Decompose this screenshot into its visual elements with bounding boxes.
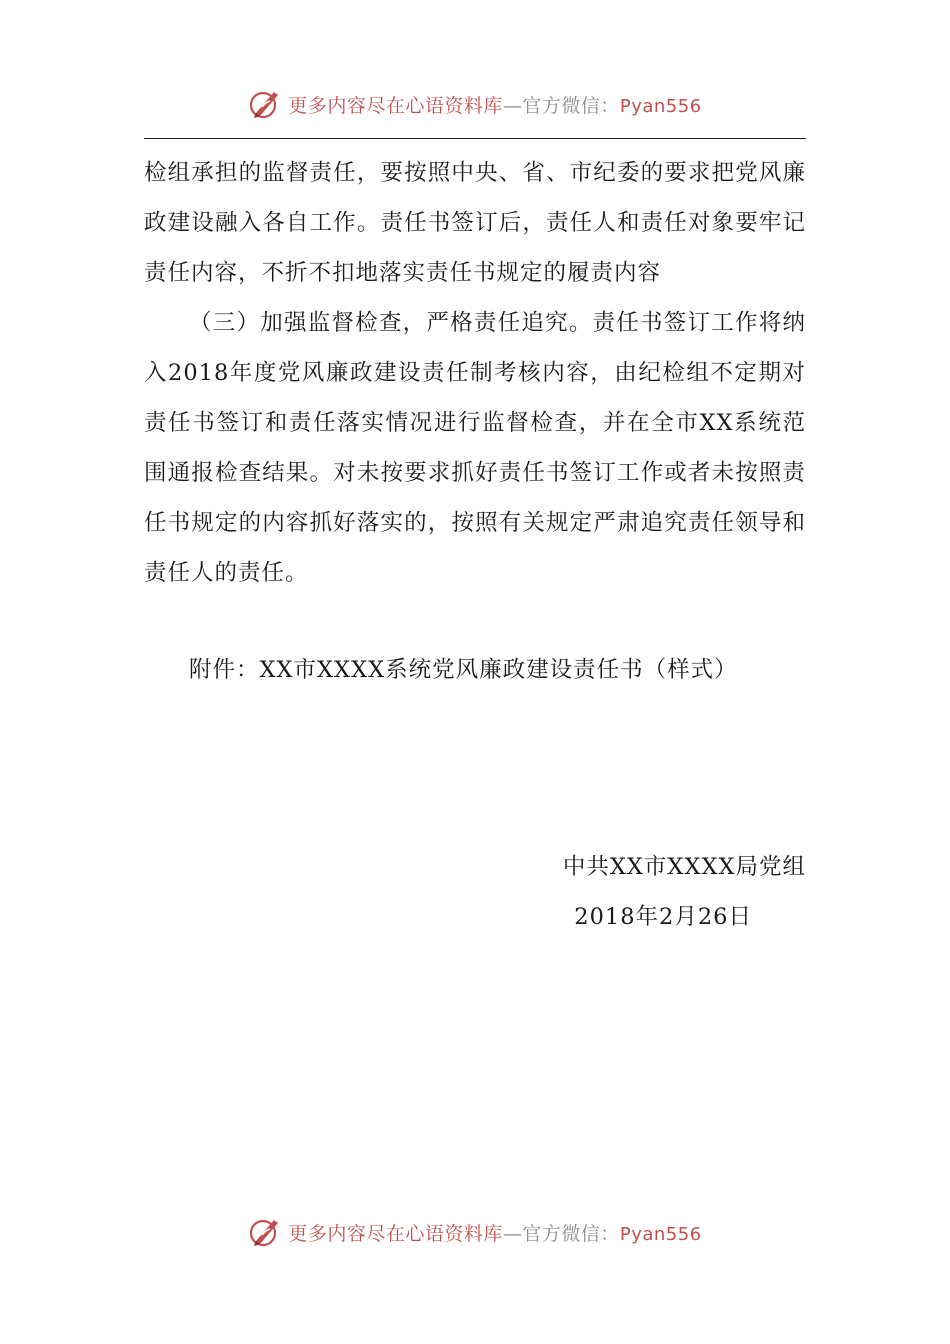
footer-library-text: 更多内容尽在心语资料库 — [288, 1222, 503, 1245]
header-divider — [144, 138, 806, 139]
pen-circle-logo-icon — [248, 1215, 282, 1249]
footer-wechat-id: Pyan556 — [619, 1223, 702, 1245]
header-banner-text — [288, 91, 701, 118]
footer-banner-text — [288, 1219, 701, 1246]
document-body — [144, 148, 806, 598]
body-paragraph-continuation: 检组承担的监督责任，要按照中央、省、市纪委的要求把党风廉政建设融入各自工作。责任书签订后，责任人和责任对象要牢记责任内容，不折不扣地落实责任书规定的履责内容 — [144, 160, 806, 286]
header-banner — [0, 84, 950, 124]
footer-official-text: —官方微信： — [502, 1222, 620, 1245]
footer-banner — [0, 1212, 950, 1252]
header-library-text: 更多内容尽在心语资料库 — [288, 94, 503, 117]
signature-date: 2018年2月26日 — [574, 904, 752, 930]
header-official-text: —官方微信： — [502, 94, 620, 117]
footer-banner-inner — [248, 1215, 701, 1249]
pen-circle-logo-icon — [248, 87, 282, 121]
signature-organization: 中共XX市XXXX局党组 — [562, 854, 806, 880]
attachment-line: 附件：XX市XXXX系统党风廉政建设责任书（样式） — [189, 657, 738, 683]
body-paragraph-section-three: （三）加强监督检查，严格责任追究。责任书签订工作将纳入2018年度党风廉政建设责任制考核内容，由纪检组不定期对责任书签订和责任落实情况进行监督检查，并在全市XX系统范围通报检查结果。对未按要求抓好责任书签订工作或者未按照责任书规定的内容抓好落实的，按照有关规定严肃追究责任领导和责任人的责任。 — [144, 310, 806, 586]
header-wechat-id: Pyan556 — [619, 95, 702, 117]
header-banner-inner — [248, 87, 701, 121]
